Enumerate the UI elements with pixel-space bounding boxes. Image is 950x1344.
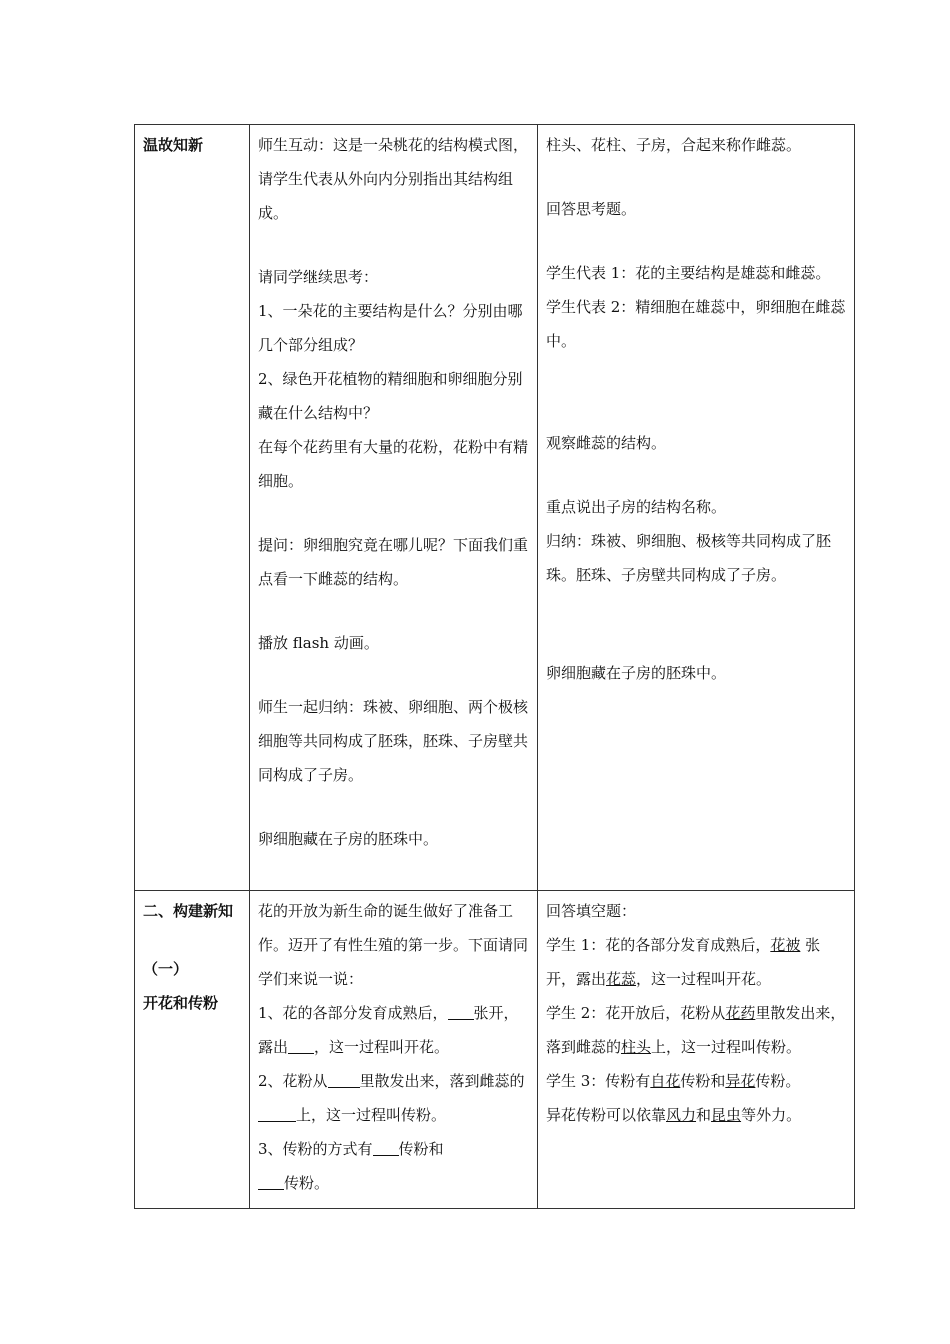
teacher-text: 请同学继续思考： [258, 268, 379, 286]
teacher-question: 2、花粉从 里散发出来，落到雌蕊的上，这一过程叫传粉。 [258, 1072, 525, 1124]
student-answer: 学生 1：花的各部分发育成熟后，花被 张开，露出花蕊，这一过程叫开花。 [546, 936, 821, 988]
student-text: 柱头、花柱、子房，合起来称作雌蕊。 [546, 136, 802, 154]
stage-label: 温故知新 [143, 136, 204, 154]
teacher-text: 师生互动：这是一朵桃花的结构模式图，请学生代表从外向内分别指出其结构组成。 [258, 136, 529, 222]
student-text: 学生代表 2：精细胞在雄蕊中，卵细胞在雌蕊中。 [546, 298, 846, 350]
fill-blank [258, 1106, 296, 1122]
fill-blank [373, 1140, 399, 1156]
teacher-text: 师生一起归纳：珠被、卵细胞、两个极核细胞等共同构成了胚珠，胚珠、子房壁共同构成了子房。 [258, 698, 529, 784]
student-activity-cell [538, 125, 855, 891]
teacher-activity-cell [250, 125, 538, 891]
student-text: 归纳：珠被、卵细胞、极核等共同构成了胚珠。胚珠、子房壁共同构成了子房。 [546, 532, 832, 584]
teacher-text: 提问：卵细胞究竟在哪儿呢？下面我们重点看一下雌蕊的结构。 [258, 536, 529, 588]
student-text: 重点说出子房的结构名称。 [546, 498, 727, 516]
student-activity-cell [538, 891, 855, 1209]
teacher-text: 2、绿色开花植物的精细胞和卵细胞分别藏在什么结构中？ [258, 370, 523, 422]
stage-label: 二、构建新知 [143, 902, 234, 920]
teacher-question: 1、花的各部分发育成熟后， 张开，露出 ，这一过程叫开花。 [258, 1004, 519, 1056]
lesson-plan-table [134, 124, 855, 1209]
fill-blank [328, 1072, 360, 1088]
student-answer: 学生 3：传粉有自花传粉和异花传粉。 [546, 1072, 801, 1090]
fill-blank [448, 1004, 474, 1020]
table-row [135, 125, 855, 891]
student-text: 学生代表 1：花的主要结构是雄蕊和雌蕊。 [546, 264, 831, 282]
fill-blank [288, 1038, 314, 1054]
teacher-question: 3、传粉的方式有 传粉和 传粉。 [258, 1140, 444, 1192]
student-answer: 学生 2：花开放后，花粉从花药里散发出来，落到雌蕊的柱头上，这一过程叫传粉。 [546, 1004, 846, 1056]
teacher-activity-cell [250, 891, 538, 1209]
student-answer: 异花传粉可以依靠风力和昆虫等外力。 [546, 1106, 802, 1124]
stage-sublabel: （一） [143, 960, 189, 978]
teacher-text: 卵细胞藏在子房的胚珠中。 [258, 830, 439, 848]
stage-label-cell [135, 125, 250, 891]
teacher-text: 1、一朵花的主要结构是什么？分别由哪几个部分组成？ [258, 302, 523, 354]
fill-blank [258, 1174, 284, 1190]
student-text: 回答思考题。 [546, 200, 637, 218]
student-text: 回答填空题： [546, 902, 637, 920]
stage-label-cell [135, 891, 250, 1209]
teacher-text: 花的开放为新生命的诞生做好了准备工作。迈开了有性生殖的第一步。下面请同学们来说一说： [258, 902, 529, 988]
teacher-text: 播放 flash 动画。 [258, 634, 379, 652]
teacher-text: 在每个花药里有大量的花粉，花粉中有精细胞。 [258, 438, 529, 490]
stage-topic: 开花和传粉 [143, 994, 219, 1012]
student-text: 卵细胞藏在子房的胚珠中。 [546, 664, 727, 682]
student-text: 观察雌蕊的结构。 [546, 434, 667, 452]
table-row [135, 891, 855, 1209]
